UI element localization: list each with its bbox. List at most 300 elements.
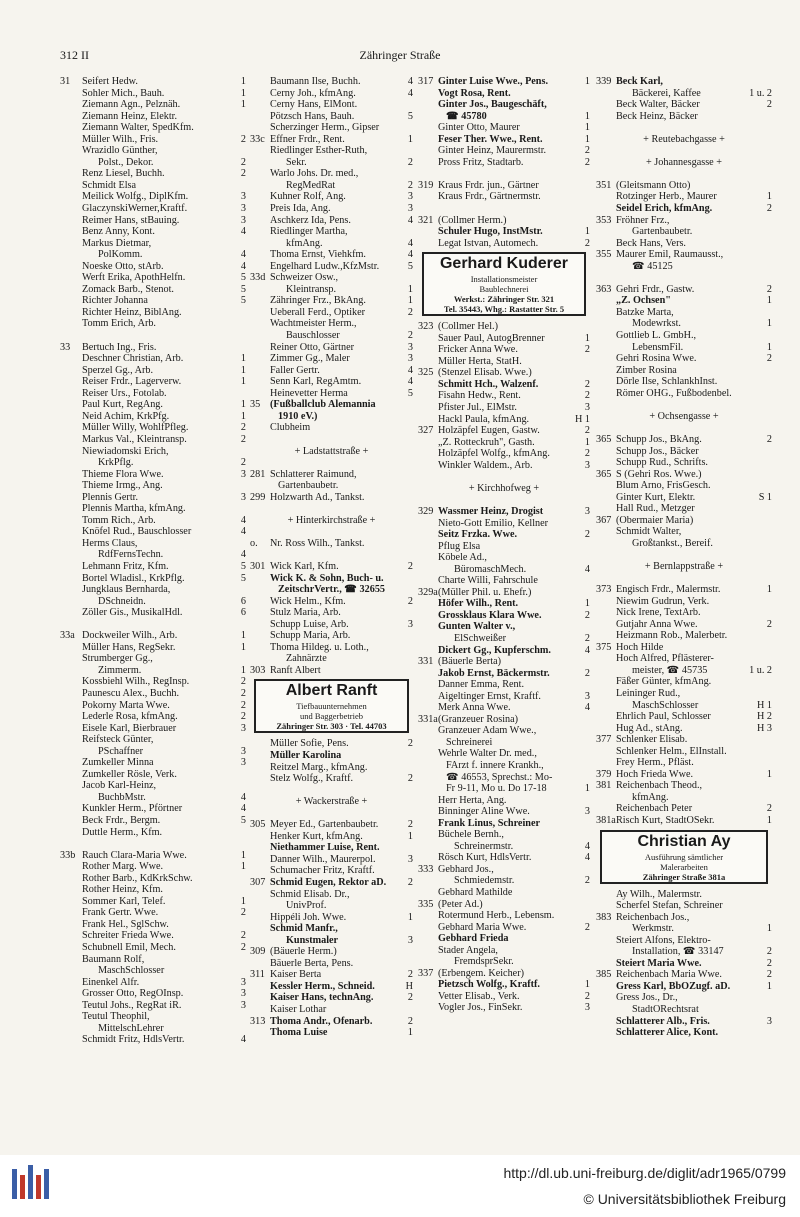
resident-name: Kleintransp. xyxy=(286,283,337,295)
resident-name: Blum Arno, FrisGesch. xyxy=(616,480,711,492)
directory-entry xyxy=(60,665,246,677)
resident-name: Schupp Luise, Arb. xyxy=(270,618,349,630)
directory-entry xyxy=(250,573,413,585)
directory-entry xyxy=(596,111,772,123)
directory-entry xyxy=(60,318,246,330)
directory-entry xyxy=(596,969,772,981)
street-heading: + Johannesgasse + xyxy=(646,156,722,168)
directory-entry xyxy=(60,307,246,319)
floor-number: 1 xyxy=(407,830,413,842)
floor-number: 2 xyxy=(766,618,772,630)
directory-entry xyxy=(596,249,772,261)
floor-number: 2 xyxy=(766,353,772,365)
floor-number: 3 xyxy=(240,745,246,757)
floor-number: 1 xyxy=(584,122,590,134)
resident-name: Ginter Jos., Baugeschäft, xyxy=(438,99,547,111)
resident-name: Zähringer Frz., BkAng. xyxy=(270,295,366,307)
resident-name: Zimmerm. xyxy=(98,664,142,676)
directory-entry xyxy=(418,379,590,391)
directory-entry xyxy=(418,122,590,134)
resident-name: Riedlinger Martha, xyxy=(270,226,348,238)
floor-number: 2 xyxy=(240,168,246,180)
resident-name: Reichenbach Peter xyxy=(616,803,693,815)
directory-entry xyxy=(418,783,590,795)
directory-entry xyxy=(596,376,772,388)
directory-entry xyxy=(60,676,246,688)
directory-entry xyxy=(60,145,246,157)
resident-name: Reichenbach Theod., xyxy=(616,780,703,792)
spacer xyxy=(250,549,413,561)
resident-name: Thieme Irmg., Ang. xyxy=(82,480,163,492)
floor-number: 2 xyxy=(407,306,413,318)
resident-name: Fricker Anna Wwe. xyxy=(438,344,518,356)
resident-name: Reimer Hans, stBauing. xyxy=(82,214,180,226)
resident-name: BüromaschMech. xyxy=(454,563,527,575)
directory-entry xyxy=(596,318,772,330)
spacer xyxy=(250,785,413,797)
resident-name: Gehri Frdr., Gastw. xyxy=(616,283,695,295)
floor-number: 4 xyxy=(240,803,246,815)
directory-entry xyxy=(60,873,246,885)
directory-entry xyxy=(250,900,413,912)
directory-entry xyxy=(250,642,413,654)
directory-entry xyxy=(60,446,246,458)
resident-name: Stelz Wolfg., Kraftf. xyxy=(270,773,354,785)
directory-entry xyxy=(418,99,590,111)
resident-name: Reichenbach Maria Wwe. xyxy=(616,969,722,981)
spacer xyxy=(596,122,772,134)
directory-entry xyxy=(596,630,772,642)
directory-entry xyxy=(250,630,413,642)
directory-entry xyxy=(596,330,772,342)
resident-name: Gebhard Maria Wwe. xyxy=(438,921,527,933)
house-number: 303 xyxy=(250,664,266,676)
directory-entry xyxy=(596,1016,772,1028)
directory-entry xyxy=(596,815,772,827)
directory-entry xyxy=(418,344,590,356)
resident-name: (Fußballclub Alemannia xyxy=(270,399,376,411)
directory-entry xyxy=(418,460,590,472)
floor-number: H 1 xyxy=(757,699,772,711)
floor-number: 2 xyxy=(240,699,246,711)
directory-entry xyxy=(250,411,413,423)
floor-number: S 1 xyxy=(758,491,772,503)
resident-name: Sekr. xyxy=(286,156,307,168)
directory-entry xyxy=(250,492,413,504)
resident-name: Plennis Martha, kfmAng. xyxy=(82,503,186,515)
resident-name: Seifert Hedw. xyxy=(82,76,138,87)
directory-entry xyxy=(60,492,246,504)
floor-number: 1 xyxy=(584,226,590,238)
directory-entry xyxy=(596,958,772,970)
house-number: 383 xyxy=(596,911,612,923)
directory-entry xyxy=(60,249,246,261)
column-3 xyxy=(418,76,590,1014)
directory-entry xyxy=(418,321,590,333)
resident-name: Cerny Joh., kfmAng. xyxy=(270,87,356,99)
directory-entry xyxy=(596,295,772,307)
resident-name: Einenkel Alfr. xyxy=(82,976,140,988)
directory-entry xyxy=(60,422,246,434)
floor-number: 1 xyxy=(407,133,413,145)
resident-name: Zumkeller Rösle, Verk. xyxy=(82,768,177,780)
directory-entry xyxy=(596,923,772,935)
floor-number: 2 xyxy=(766,957,772,969)
directory-entry xyxy=(596,503,772,515)
directory-entry xyxy=(418,76,590,88)
directory-entry xyxy=(250,168,413,180)
resident-name: Knöfel Rud., Bauschlosser xyxy=(82,526,192,538)
directory-entry xyxy=(596,1027,772,1039)
floor-number: 2 xyxy=(407,595,413,607)
directory-entry xyxy=(60,457,246,469)
directory-entry xyxy=(250,330,413,342)
resident-name: Bertuch Ing., Fris. xyxy=(82,341,157,353)
resident-name: Renz Liesel, Buchh. xyxy=(82,168,165,180)
house-number: 35 xyxy=(250,399,261,411)
resident-name: Schmidt Walter, xyxy=(616,526,682,538)
floor-number: 4 xyxy=(407,237,413,249)
floor-number: H 1 xyxy=(575,413,590,425)
house-number: 385 xyxy=(596,969,612,981)
floor-number: 2 xyxy=(584,425,590,437)
floor-number: 1 xyxy=(240,410,246,422)
ad-line: Baublechnerei xyxy=(479,284,529,295)
directory-entry xyxy=(418,587,590,599)
directory-entry xyxy=(596,803,772,815)
floor-number: 2 xyxy=(766,283,772,295)
directory-entry xyxy=(250,111,413,123)
floor-number: 2 xyxy=(584,609,590,621)
street-heading: + Reutebachgasse + xyxy=(643,133,725,145)
resident-name: ☎ 45125 xyxy=(632,260,673,272)
directory-entry xyxy=(596,538,772,550)
floor-number: 4 xyxy=(240,526,246,538)
house-number: 333 xyxy=(418,863,434,875)
resident-name: Lehmann Fritz, Kfm. xyxy=(82,560,169,572)
resident-name: Ranft Albert xyxy=(270,664,321,676)
resident-name: Kuhner Rolf, Ang. xyxy=(270,191,346,203)
ub-freiburg-logo-icon xyxy=(10,1161,50,1207)
resident-name: Holzwarth Ad., Tankst. xyxy=(270,491,365,503)
floor-number: 3 xyxy=(240,214,246,226)
floor-number: 3 xyxy=(407,934,413,946)
spacer xyxy=(596,145,772,157)
resident-name: Engelhard Ludw.,KfzMstr. xyxy=(270,260,380,272)
directory-entry xyxy=(596,981,772,993)
directory-entry xyxy=(60,907,246,919)
resident-name: Senn Karl, RegAmtm. xyxy=(270,376,362,388)
resident-name: Gebhard Jos., xyxy=(438,863,494,875)
directory-entry xyxy=(60,503,246,515)
directory-entry xyxy=(250,180,413,192)
directory-entry xyxy=(418,402,590,414)
spacer xyxy=(418,203,590,215)
floor-number: 2 xyxy=(584,378,590,390)
directory-entry xyxy=(596,746,772,758)
spacer xyxy=(60,330,246,342)
directory-entry xyxy=(596,642,772,654)
resident-name: Fr 9-11, Mo u. Do 17-18 xyxy=(446,783,547,795)
resident-name: Granzeuer Adam Wwe., xyxy=(438,725,537,737)
resident-name: Schupp Jos., Bäcker xyxy=(616,445,699,457)
floor-number: 3 xyxy=(240,999,246,1011)
resident-name: Schmiedemstr. xyxy=(454,875,515,887)
resident-name: Wick Karl, Kfm. xyxy=(270,560,339,572)
floor-number: 5 xyxy=(240,572,246,584)
directory-entry xyxy=(60,573,246,585)
directory-entry xyxy=(596,676,772,688)
floor-number: 1 xyxy=(240,399,246,411)
resident-name: Bäuerle Berta, Pens. xyxy=(270,957,354,969)
directory-entry xyxy=(418,887,590,899)
floor-number: 3 xyxy=(584,806,590,818)
directory-entry xyxy=(596,780,772,792)
directory-entry xyxy=(250,596,413,608)
resident-name: Holzäpfel Wolfg., kfmAng. xyxy=(438,448,550,460)
directory-entry xyxy=(596,992,772,1004)
resident-name: Hall Rud., Metzger xyxy=(616,503,695,515)
directory-entry xyxy=(596,769,772,781)
floor-number: 4 xyxy=(407,376,413,388)
floor-number: 1 xyxy=(584,598,590,610)
floor-number: 3 xyxy=(240,491,246,503)
floor-number: 2 xyxy=(584,529,590,541)
floor-number: 3 xyxy=(584,505,590,517)
directory-entry xyxy=(418,437,590,449)
resident-name: Scherfel Stefan, Schreiner xyxy=(616,900,723,912)
street-heading: + Ladstattstraße + xyxy=(294,445,369,457)
resident-name: (Obermaier Maria) xyxy=(616,514,694,526)
floor-number: 1 xyxy=(240,364,246,376)
directory-entry xyxy=(418,564,590,576)
directory-entry xyxy=(418,979,590,991)
resident-name: Paunescu Alex., Buchh. xyxy=(82,687,180,699)
directory-entry xyxy=(596,889,772,901)
house-number: 351 xyxy=(596,179,612,191)
directory-entry xyxy=(418,134,590,146)
spacer xyxy=(596,573,772,585)
directory-entry xyxy=(60,122,246,134)
ad-address: Tel. 35443, Whg.: Rastatter Str. 5 xyxy=(443,304,565,315)
directory-entry xyxy=(418,356,590,368)
resident-name: ZeitschrVertr., ☎ 32655 xyxy=(278,584,386,596)
floor-number: 2 xyxy=(240,907,246,919)
directory-entry xyxy=(60,827,246,839)
house-number: 31 xyxy=(60,76,71,87)
resident-name: Rother Barb., KdKrkSchw. xyxy=(82,872,193,884)
directory-entry xyxy=(418,518,590,530)
directory-entry xyxy=(250,653,413,665)
directory-entry xyxy=(60,284,246,296)
resident-name: Niewiadomski Erich, xyxy=(82,445,169,457)
directory-entry xyxy=(60,1034,246,1046)
resident-name: Herr Herta, Ang. xyxy=(438,794,507,806)
resident-name: ElSchweißer xyxy=(454,632,507,644)
floor-number: 3 xyxy=(584,690,590,702)
directory-entry xyxy=(60,930,246,942)
directory-entry xyxy=(418,875,590,887)
resident-name: Gutjahr Anna Wwe. xyxy=(616,618,698,630)
house-number: 311 xyxy=(250,969,265,981)
business-ad-box xyxy=(254,679,409,733)
resident-name: Schmid Eugen, Rektor aD. xyxy=(270,877,387,888)
floor-number: 2 xyxy=(766,946,772,958)
resident-name: Feser Ther. Wwe., Rent. xyxy=(438,133,543,145)
floor-number: 2 xyxy=(407,179,413,191)
spacer xyxy=(418,471,590,483)
directory-entry xyxy=(596,261,772,273)
resident-name: Legat Istvan, Automech. xyxy=(438,237,539,249)
directory-entry xyxy=(60,515,246,527)
resident-name: Fisahn Hedw., Rent. xyxy=(438,390,521,402)
resident-name: Polst., Dekor. xyxy=(98,156,154,168)
directory-entry xyxy=(418,841,590,853)
directory-entry xyxy=(250,215,413,227)
resident-name: Zöller Gis., MusikalHdl. xyxy=(82,607,183,619)
resident-name: Eisele Karl, Bierbrauer xyxy=(82,722,177,734)
floor-number: 2 xyxy=(240,930,246,942)
directory-entry xyxy=(60,215,246,227)
directory-entry xyxy=(596,226,772,238)
resident-name: Dickert Gg., Kupferschm. xyxy=(438,644,551,656)
directory-entry xyxy=(418,737,590,749)
directory-entry xyxy=(60,1011,246,1023)
directory-entry xyxy=(60,942,246,954)
resident-name: Ginter Luise Wwe., Pens. xyxy=(438,76,548,87)
directory-entry xyxy=(60,342,246,354)
resident-name: Meyer Ed., Gartenbaubetr. xyxy=(270,819,379,831)
ad-address: Zähringer Straße 381a xyxy=(642,871,726,882)
directory-entry xyxy=(60,538,246,550)
floor-number: 1 xyxy=(240,895,246,907)
directory-entry xyxy=(60,896,246,908)
resident-name: Markus Dietmar, xyxy=(82,237,152,249)
resident-name: Dockweiler Wilh., Arb. xyxy=(82,630,178,642)
resident-name: Jacob Karl-Heinz, xyxy=(82,780,157,792)
directory-entry xyxy=(250,261,413,273)
directory-entry xyxy=(60,977,246,989)
directory-entry xyxy=(418,390,590,402)
resident-name: Bauschlosser xyxy=(286,330,340,342)
resident-name: Schumacher Fritz, Kraftf. xyxy=(270,865,375,877)
resident-name: Jakob Ernst, Bäckermstr. xyxy=(438,667,550,679)
directory-entry xyxy=(250,469,413,481)
resident-name: Fröhner Frz., xyxy=(616,214,670,226)
directory-entry xyxy=(250,992,413,1004)
floor-number: 4 xyxy=(240,514,246,526)
house-number: 305 xyxy=(250,819,266,831)
directory-entry xyxy=(596,203,772,215)
resident-name: Schlatterer Alb., Fris. xyxy=(616,1015,710,1027)
resident-name: Reifsteck Günter, xyxy=(82,734,154,746)
resident-name: Merk Anna Wwe. xyxy=(438,702,511,714)
floor-number: 3 xyxy=(407,618,413,630)
spacer xyxy=(596,422,772,434)
directory-entry xyxy=(250,1004,413,1016)
house-number: 331 xyxy=(418,656,434,668)
directory-entry xyxy=(596,665,772,677)
directory-entry xyxy=(596,342,772,354)
house-number: 33d xyxy=(250,272,266,284)
house-number: 313 xyxy=(250,1015,266,1027)
house-number: 321 xyxy=(418,214,434,226)
floor-number: 2 xyxy=(240,687,246,699)
house-number: 327 xyxy=(418,425,434,437)
resident-name: StadtORechtsrat xyxy=(632,1004,699,1016)
resident-name: PolKomm. xyxy=(98,249,143,261)
directory-entry xyxy=(60,261,246,273)
resident-name: Riedlinger Esther-Ruth, xyxy=(270,145,368,157)
directory-entry xyxy=(596,619,772,631)
column-1 xyxy=(60,76,246,1046)
directory-entry xyxy=(250,353,413,365)
directory-entry xyxy=(596,238,772,250)
directory-entry xyxy=(250,842,413,854)
directory-entry xyxy=(60,203,246,215)
directory-entry xyxy=(250,1016,413,1028)
resident-name: Ziemann Heinz, Elektr. xyxy=(82,110,178,122)
floor-number: 4 xyxy=(584,644,590,656)
floor-number: 2 xyxy=(766,969,772,981)
floor-number: 1 xyxy=(240,849,246,861)
directory-entry xyxy=(418,598,590,610)
floor-number: 4 xyxy=(407,364,413,376)
house-number: 299 xyxy=(250,491,266,503)
directory-entry xyxy=(596,584,772,596)
floor-number: 1 xyxy=(766,815,772,826)
resident-name: LebensmFil. xyxy=(632,341,684,353)
resident-name: Reiner Otto, Gärtner xyxy=(270,341,355,353)
source-link[interactable]: http://dl.ub.uni-freiburg.de/diglit/adr1965/0799 xyxy=(503,1165,786,1181)
resident-name: Sperzel Gg., Arb. xyxy=(82,364,154,376)
floor-number: 1 xyxy=(584,76,590,87)
resident-name: (Erbengem. Keicher) xyxy=(438,967,524,979)
resident-name: Richter Heinz, BiblAng. xyxy=(82,306,182,318)
resident-name: Ziemann Agn., Pelznäh. xyxy=(82,99,181,111)
house-number: 33c xyxy=(250,133,265,145)
resident-name: Zahnärzte xyxy=(286,653,327,665)
resident-name: Rauch Clara-Maria Wwe. xyxy=(82,849,187,861)
resident-name: Heizmann Rob., Malerbetr. xyxy=(616,630,728,642)
directory-entry xyxy=(596,912,772,924)
floor-number: 2 xyxy=(584,632,590,644)
house-number: o. xyxy=(250,537,258,549)
house-number: 329a xyxy=(418,586,438,598)
resident-name: Schlatterer Raimund, xyxy=(270,468,357,480)
spacer xyxy=(596,168,772,180)
floor-number: 1 xyxy=(240,641,246,653)
floor-number: 2 xyxy=(766,203,772,215)
resident-name: Steiert Maria Wwe. xyxy=(616,957,702,969)
directory-entry xyxy=(596,307,772,319)
resident-name: (Peter Ad.) xyxy=(438,898,483,910)
resident-name: ☎ 45780 xyxy=(446,110,487,122)
directory-entry xyxy=(418,910,590,922)
directory-entry xyxy=(250,388,413,400)
resident-name: Bortel Wladisl., KrkPflg. xyxy=(82,572,185,584)
street-heading: + Ochsengasse + xyxy=(649,410,719,422)
resident-name: Beck Heinz, Bäcker xyxy=(616,110,698,122)
directory-entry xyxy=(250,819,413,831)
directory-entry xyxy=(596,734,772,746)
resident-name: Stulz Maria, Arb. xyxy=(270,607,341,619)
directory-entry xyxy=(60,1023,246,1035)
ad-line: Ausführung sämtlicher xyxy=(644,851,724,862)
directory-entry xyxy=(418,714,590,726)
floor-number: 2 xyxy=(407,819,413,831)
resident-name: Holzäpfel Eugen, Gastw. xyxy=(438,425,540,437)
